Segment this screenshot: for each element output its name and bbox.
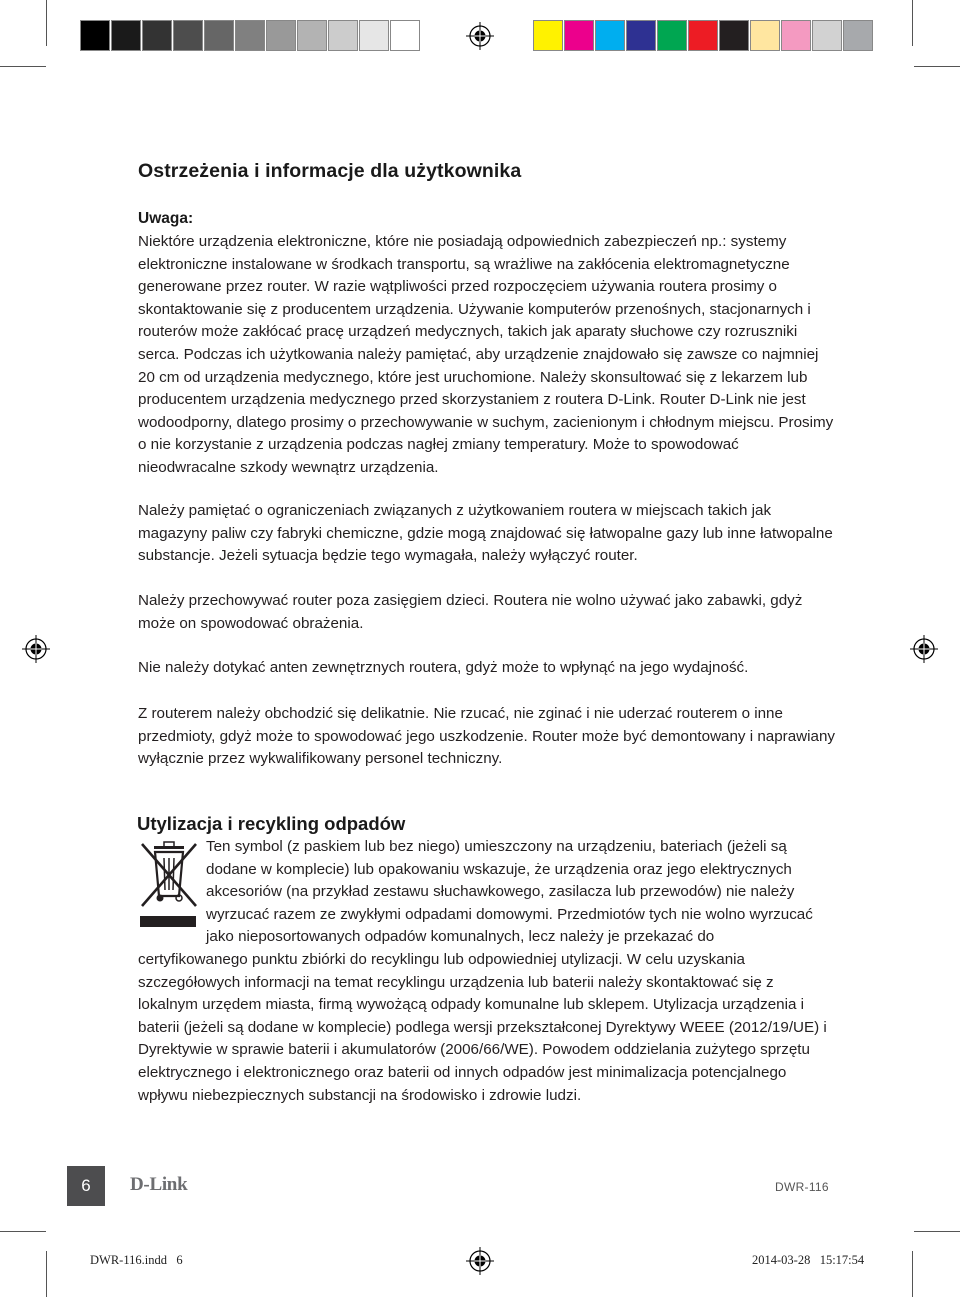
crop-mark — [914, 1231, 960, 1232]
color-swatch — [719, 20, 749, 51]
color-swatch — [359, 20, 389, 51]
color-swatch — [564, 20, 594, 51]
recycling-block — [138, 836, 828, 1107]
color-swatch — [626, 20, 656, 51]
crop-mark — [912, 1251, 913, 1297]
crop-mark — [914, 66, 960, 67]
color-swatch — [390, 20, 420, 51]
color-swatch — [533, 20, 563, 51]
section-title-recycling: Utylizacja i recykling odpadów — [137, 813, 406, 834]
paragraph-flammable: Należy pamiętać o ograniczeniach związanych z użytkowaniem routera w miejscach takich jak magazyny paliw czy fabryki chemiczne, gdzie mogą znajdować się łatwopalne gazy lub inne łatwopalne substancje. Jeżeli sytuacja będzie tego wymagała, należy wyłączyć router. — [138, 502, 833, 565]
registration-mark-icon — [466, 22, 494, 50]
color-swatch — [266, 20, 296, 51]
color-swatch — [595, 20, 625, 51]
color-swatch — [750, 20, 780, 51]
note-label: Uwaga: — [138, 210, 194, 227]
color-swatch — [204, 20, 234, 51]
paragraph-handling: Z routerem należy obchodzić się delikatnie. Nie rzucać, nie zginać i nie uderzać routerem o inne przedmioty, gdyż może to spowodować jego uszkodzenie. Router może być demontowany i naprawiany wyłącznie przez wykwalifikowany personel techniczny. — [138, 705, 836, 768]
color-swatch — [142, 20, 172, 51]
page-number: 6 — [67, 1166, 105, 1206]
color-swatch — [328, 20, 358, 51]
paragraph-interference: Niektóre urządzenia elektroniczne, które nie posiadają odpowiednich zabezpieczeń np.: systemy elektroniczne instalowane w środkach transportu, są wrażliwe na zakłócenia elektromagnetyczne generowane przez router. W razie wątpliwości przed rozpoczęciem używania routera prosimy o skontaktowanie się z producentem urządzenia. Używanie komputerów przenośnych, stacjonarnych i routerów może zakłócać pracę urządzeń medycznych, takich jak aparaty słuchowe czy rozruszniki serca. Podczas ich użytkowania należy pamiętać, aby urządzenie znajdowało się zawsze co najmniej 20 cm od urządzenia medycznego, które jest uruchomione. Należy skonsultować się z lekarzem lub producentem urządzenia medycznego przed skorzystaniem z routera D-Link. Router D-Link nie jest wodoodporny, dlatego prosimy o przechowywanie w suchym, zacienionym i chłodnym miejscu. Prosimy o nie korzystanie z urządzenia podczas nagłej zmiany temperatury. Może to spowodować nieodwracalne szkody wewnątrz urządzenia. — [138, 233, 834, 476]
registration-mark-icon — [910, 635, 938, 663]
paragraph-antennas: Nie należy dotykać anten zewnętrznych routera, gdyż może to wpłynąć na jego wydajność. — [138, 659, 749, 676]
process-color-bar — [533, 20, 874, 51]
color-swatch — [688, 20, 718, 51]
recycling-text: Ten symbol (z paskiem lub bez niego) umieszczony na urządzeniu, bateriach (jeżeli są dodane w komplecie) lub opakowaniu wskazuje, że urządzenia oraz jego elektrycznych akcesoriów (na przykład zestawu słuchawkowego, zasilacza lub przewodów) nie należy wyrzucać razem ze zwykłymi odpadami domowymi. Przedmiotów tych nie wolno wyrzucać jako nieposortowanych odpadów komunalnych, lecz należy je przekazać do certyfikowanego punktu zbiórki do recyklingu lub odpowiedniej utylizacji. W celu uzyskania szczegółowych informacji na temat recyklingu urządzenia lub baterii należy skontaktować się z lokalnym urzędem miasta, firmą wywożącą odpady komunalne lub sklepem. Utylizacja urządzenia i baterii (jeżeli są dodane w komplecie) podlega wersji przekształconej Dyrektywy WEEE (2012/19/UE) i Dyrektywie w sprawie baterii i akumulatorów (2006/66/WE). Powodem oddzielania zużytego sprzętu elektrycznego i elektronicznego oraz baterii od innych odpadów jest minimalizacja potencjalnego wpływu niebezpiecznych substancji na środowisko i zdrowie ludzi. — [138, 838, 827, 1104]
page-title: Ostrzeżenia i informacje dla użytkownika — [138, 160, 522, 182]
crop-mark — [46, 1251, 47, 1297]
color-swatch — [812, 20, 842, 51]
color-swatch — [235, 20, 265, 51]
color-swatch — [843, 20, 873, 51]
color-swatch — [80, 20, 110, 51]
slug-filename: DWR-116.indd 6 — [90, 1253, 183, 1267]
color-swatch — [111, 20, 141, 51]
brand-logo: D-Link — [130, 1174, 188, 1195]
color-swatch — [657, 20, 687, 51]
grayscale-color-bar — [80, 20, 421, 51]
registration-mark-icon — [22, 635, 50, 663]
crop-mark — [46, 0, 47, 46]
registration-mark-icon — [466, 1247, 494, 1275]
paragraph-children: Należy przechowywać router poza zasięgiem dzieci. Routera nie wolno używać jako zabawki, gdyż może on spowodować obrażenia. — [138, 592, 803, 632]
color-swatch — [297, 20, 327, 51]
crop-mark — [0, 66, 46, 67]
model-name: DWR-116 — [775, 1180, 829, 1194]
color-swatch — [781, 20, 811, 51]
weee-crossed-bin-icon — [138, 840, 200, 932]
color-swatch — [173, 20, 203, 51]
slug-timestamp: 2014-03-28 15:17:54 — [752, 1253, 865, 1267]
crop-mark — [0, 1231, 46, 1232]
crop-mark — [912, 0, 913, 46]
